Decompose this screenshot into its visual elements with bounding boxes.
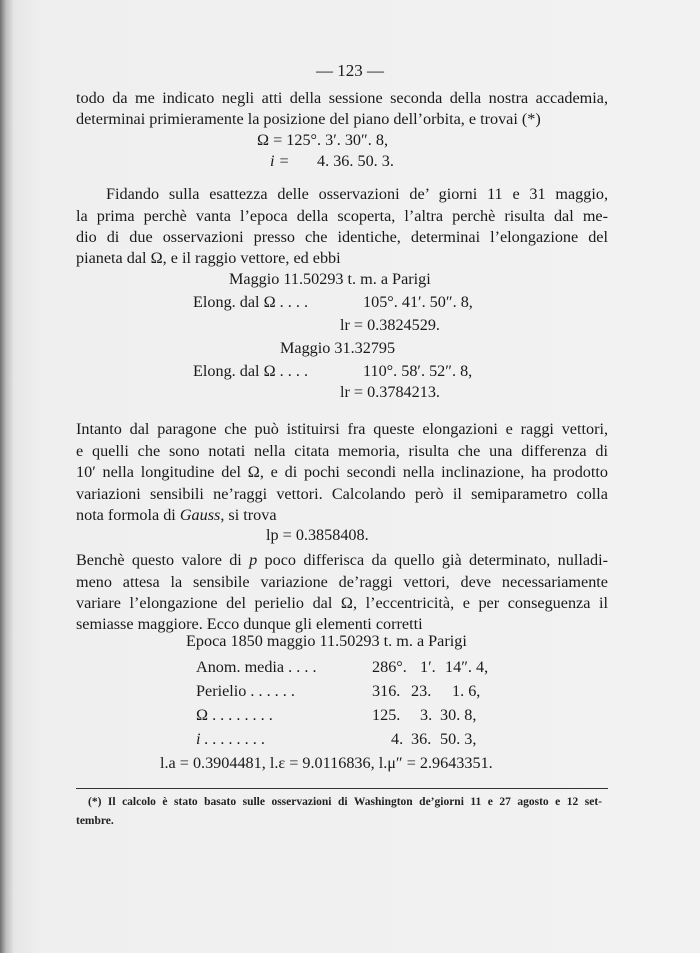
para3-line-5-post: , si trova xyxy=(220,506,277,524)
para3-line-3: 10′ nella longitudine del Ω, e di pochi secondi nella inclinazione, ha prodotto xyxy=(76,463,608,481)
element-min: 36. xyxy=(411,730,432,748)
p-italic: p xyxy=(249,551,258,569)
elements-heading: Epoca 1850 maggio 11.50293 t. m. a Parigi xyxy=(186,632,467,650)
element-sec: 50. 3, xyxy=(440,730,477,748)
para2-line-3: dio di due osservazioni presso che identiche, determinai l’elongazione del xyxy=(76,228,608,246)
element-label: Anom. media . . . . xyxy=(196,658,317,676)
para3-line-2: e quelli che sono notati nella citata memoria, risulta che una differenza di xyxy=(76,442,608,460)
obs1-lr: lr = 0.3824529. xyxy=(340,316,440,334)
element-min: 3. xyxy=(420,706,433,724)
element-sec: 14″. 4, xyxy=(445,658,489,676)
element-deg: 316. xyxy=(372,682,401,700)
para3-line-4: variazioni sensibili ne’raggi vettori. Calcolando però il semiparametro colla xyxy=(76,485,608,503)
obs2-heading: Maggio 31.32795 xyxy=(280,339,396,357)
log-values: l.a = 0.3904481, l.ε = 9.0116836, l.μ″ = 2.9643351. xyxy=(160,754,493,772)
element-deg: 4. xyxy=(391,730,404,748)
para4-line-1-post: poco differisca da quello già determinato, nulladi- xyxy=(257,551,608,569)
element-label: Perielio . . . . . . xyxy=(196,682,295,700)
element-label: Ω . . . . . . . . xyxy=(196,706,273,724)
obs2-elong-value: 110°. 58′. 52″. 8, xyxy=(363,362,473,380)
element-label: i . . . . . . . . xyxy=(196,730,266,748)
element-sec: 30. 8, xyxy=(440,706,477,724)
page-number: — 123 — xyxy=(316,61,384,80)
obs1-elong-value: 105°. 41′. 50″. 8, xyxy=(363,293,473,311)
para4-line-1 xyxy=(76,550,608,570)
para2-line-2: la prima perchè vanta l’epoca della scoperta, l’altra perchè risulta dal me- xyxy=(76,207,608,225)
para2-line-4: pianeta dal Ω, e il raggio vettore, ed ebbi xyxy=(76,249,341,267)
para1-line-1: todo da me indicato negli atti della sessione seconda della nostra accademia, xyxy=(76,89,608,107)
element-sec: 1. 6, xyxy=(452,682,481,700)
gauss-italic: Gauss xyxy=(179,506,221,524)
para3-line-1: Intanto dal paragone che può istituirsi fra queste elongazioni e raggi vettori, xyxy=(76,420,608,438)
inclination-value: 4. 36. 50. 3. xyxy=(317,152,394,170)
lp-equation: lp = 0.3858408. xyxy=(266,526,369,544)
para3-line-5 xyxy=(76,505,277,525)
element-deg: 125. xyxy=(372,706,401,724)
node-equation: Ω = 125°. 3′. 30″. 8, xyxy=(257,131,388,149)
inclination-label: i = xyxy=(270,152,290,170)
para1-line-2: determinai primieramente la posizione del piano dell’orbita, e trovai (*) xyxy=(76,110,541,128)
para4-line-3: variare l’elongazione del perielio dal Ω, l’eccentricità, e per conseguenza il xyxy=(76,594,608,612)
para3-line-5-pre: nota formola di xyxy=(76,506,180,524)
footnote-line-2: tembre. xyxy=(76,815,114,827)
obs2-lr: lr = 0.3784213. xyxy=(340,383,440,401)
obs1-elong-label: Elong. dal Ω . . . . xyxy=(193,293,308,311)
element-deg: 286°. xyxy=(372,658,407,676)
para4-line-2: meno attesa la sensibile variazione de’raggi vettori, deve necessariamente xyxy=(76,573,608,591)
para4-line-4: semiasse maggiore. Ecco dunque gli elementi corretti xyxy=(76,615,423,633)
para4-line-1-pre: Benchè questo valore di xyxy=(76,551,250,569)
obs1-heading: Maggio 11.50293 t. m. a Parigi xyxy=(229,270,431,288)
obs2-elong-label: Elong. dal Ω . . . . xyxy=(193,362,308,380)
para2-line-1: Fidando sulla esattezza delle osservazioni de’ giorni 11 e 31 maggio, xyxy=(106,185,608,203)
footnote-rule xyxy=(76,788,608,789)
element-min: 23. xyxy=(411,682,432,700)
element-min: 1′. xyxy=(420,658,436,676)
footnote-line-1: (*) Il calcolo è stato basato sulle osservazioni di Washington de’giorni 11 e 27 agosto e 12 set- xyxy=(88,796,602,808)
